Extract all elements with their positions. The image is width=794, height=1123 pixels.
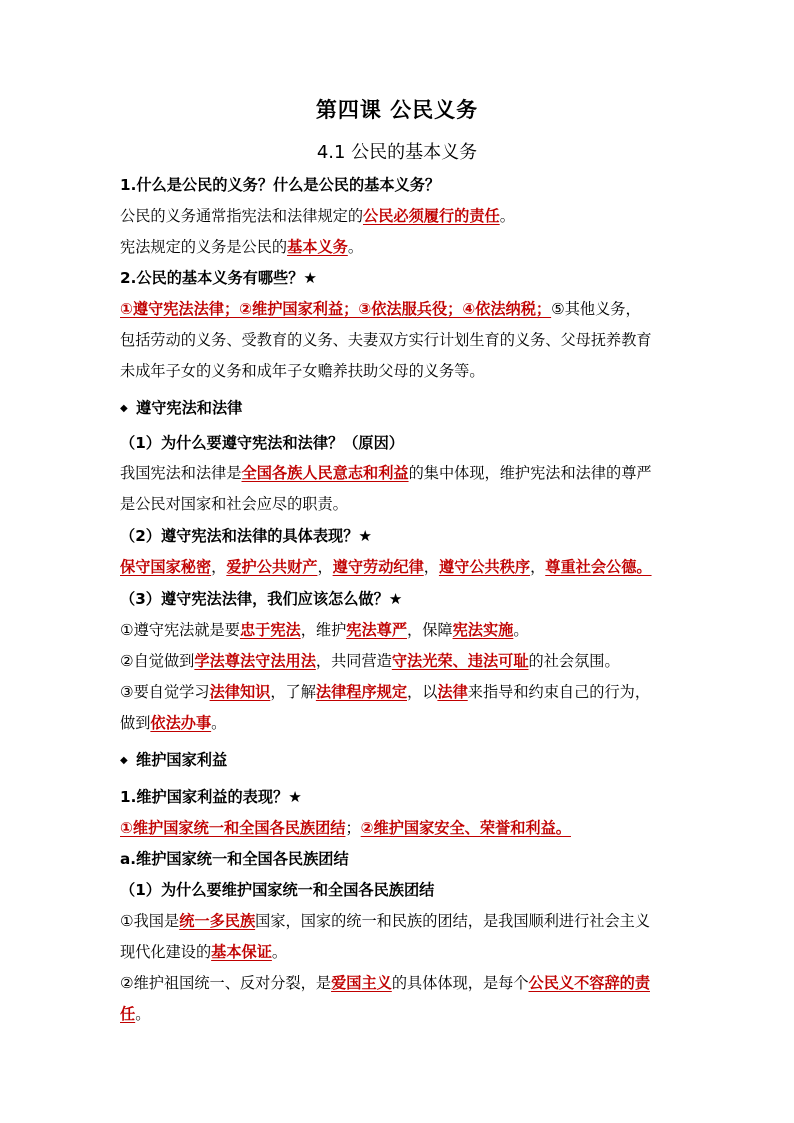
key-term: 遵守劳动纪律 [332,558,424,576]
page-title: 第四课 公民义务 [315,98,479,122]
text: 的集中体现，维护宪法和法律的尊严 [408,464,652,482]
sec1-p3-heading: （3）遵守宪法法律，我们应该怎么做？★ [120,590,403,608]
separator: ， [530,558,546,576]
text: ，保障 [407,621,453,639]
diamond-bullet-icon: ◆ [120,755,128,766]
text: 。 [271,943,288,961]
q1-line-2 [120,237,363,257]
sec2-a-line-3 [120,973,650,993]
key-term: 遵守公共秩序 [438,558,531,576]
key-term: 统一多民族 [179,912,256,930]
separator: ， [211,558,227,576]
sec2-a-heading: a.维护国家统一和全国各民族团结 [120,850,349,868]
text: ，以 [407,683,438,701]
key-term: ①维护国家统一和全国各民族团结 [120,819,346,837]
sec2-a-line-4 [120,1004,150,1024]
key-term: 依法办事 [150,714,212,732]
text: ，共同营造 [315,652,392,670]
sec1-p2-heading: （2）遵守宪法和法律的具体表现？★ [120,527,372,545]
text: ②自觉做到 [120,652,195,670]
text: 来指导和约束自己的行为， [467,683,650,701]
key-term: 忠于宪法 [239,621,301,639]
sec2-q1-heading: 1.维护国家利益的表现？★ [120,788,302,806]
text: 。 [499,207,515,225]
diamond-bullet-icon: ◆ [120,403,128,414]
key-term: 基本保证 [211,943,272,961]
key-term: 公民义不容辞的责 [528,974,650,992]
text: 我国宪法和法律是 [120,464,242,482]
key-term: 任 [120,1005,136,1023]
q1-line-1 [120,206,515,226]
key-term: 公民必须履行的责任 [363,207,500,225]
text: 做到 [120,714,151,732]
separator: ， [317,558,333,576]
key-term: 全国各族人民意志和利益 [241,464,409,482]
sec1-p3-line-a [120,620,529,640]
key-term: 尊重社会公德。 [545,558,652,576]
key-term: 法律知识 [209,683,271,701]
sec1-p2-items [120,557,652,577]
q2-line-1 [120,299,641,319]
text: ①我国是 [120,912,180,930]
key-term: ①遵守宪法法律；②维护国家利益；③依法服兵役；④依法纳税； [120,300,552,318]
text: 宪法规定的义务是公民的 [120,238,288,256]
key-term: 爱护公共财产 [226,558,318,576]
text: 国家，国家的统一和民族的团结，是我国顺利进行社会主义 [255,912,650,930]
key-term: 爱国主义 [331,974,392,992]
text: 的社会氛围。 [528,652,620,670]
key-term: 法律 [437,683,468,701]
text: ，维护 [300,621,347,639]
sec2-a-line-2 [120,942,287,962]
text: 现代化建设的 [120,943,212,961]
text: 。 [513,621,529,639]
q2-line-3: 未成年子女的义务和成年子女赡养扶助父母的义务等。 [120,362,485,380]
text: 。 [211,714,227,732]
key-term: 宪法实施 [452,621,514,639]
sec2-a-p1-heading: （1）为什么要维护国家统一和全国各民族团结 [120,881,435,899]
key-term: 守法光荣、违法可耻 [391,652,529,670]
separator: ， [423,558,439,576]
key-term: ②维护国家安全、荣誉和利益。 [360,819,571,837]
question-1-heading: 1.什么是公民的义务？什么是公民的基本义务？ [120,176,441,194]
question-2-heading: 2.公民的基本义务有哪些？★ [120,269,318,287]
key-term: 保守国家秘密 [120,558,212,576]
text: ②维护祖国统一、反对分裂，是 [120,974,332,992]
sec2-a-line-1 [120,911,650,931]
sec1-p3-line-b [120,651,620,671]
section-heading-national-interest [120,750,227,771]
text: 维护国家利益 [136,751,228,769]
text: ③要自觉学习 [120,683,210,701]
key-term: 法律程序规定 [315,683,407,701]
text: ； [345,819,361,837]
sec1-p1-heading: （1）为什么要遵守宪法和法律？（原因） [120,434,404,452]
sec1-p1-line-2: 是公民对国家和社会应尽的职责。 [120,495,348,513]
text: 公民的义务通常指宪法和法律规定的 [120,207,363,225]
section-heading-constitution [120,398,242,419]
key-term: 宪法尊严 [346,621,407,639]
sec1-p3-line-c2 [120,713,226,733]
key-term: 学法尊法守法用法 [194,652,316,670]
section-subtitle: 4.1 公民的基本义务 [316,142,478,163]
text: 遵守宪法和法律 [136,399,243,417]
sec1-p1-line-1 [120,463,652,483]
text: 。 [347,238,363,256]
text: ①遵守宪法就是要 [120,621,240,639]
sec2-q1-answer [120,818,571,838]
text: 。 [135,1005,151,1023]
sec1-p3-line-c [120,682,650,702]
text: ⑤其他义务， [551,300,641,318]
text: 的具体体现，是每个 [391,974,529,992]
q2-line-2: 包括劳动的义务、受教育的义务、夫妻双方实行计划生育的义务、父母抚养教育 [120,331,652,349]
text: ，了解 [270,683,316,701]
key-term: 基本义务 [287,238,348,256]
